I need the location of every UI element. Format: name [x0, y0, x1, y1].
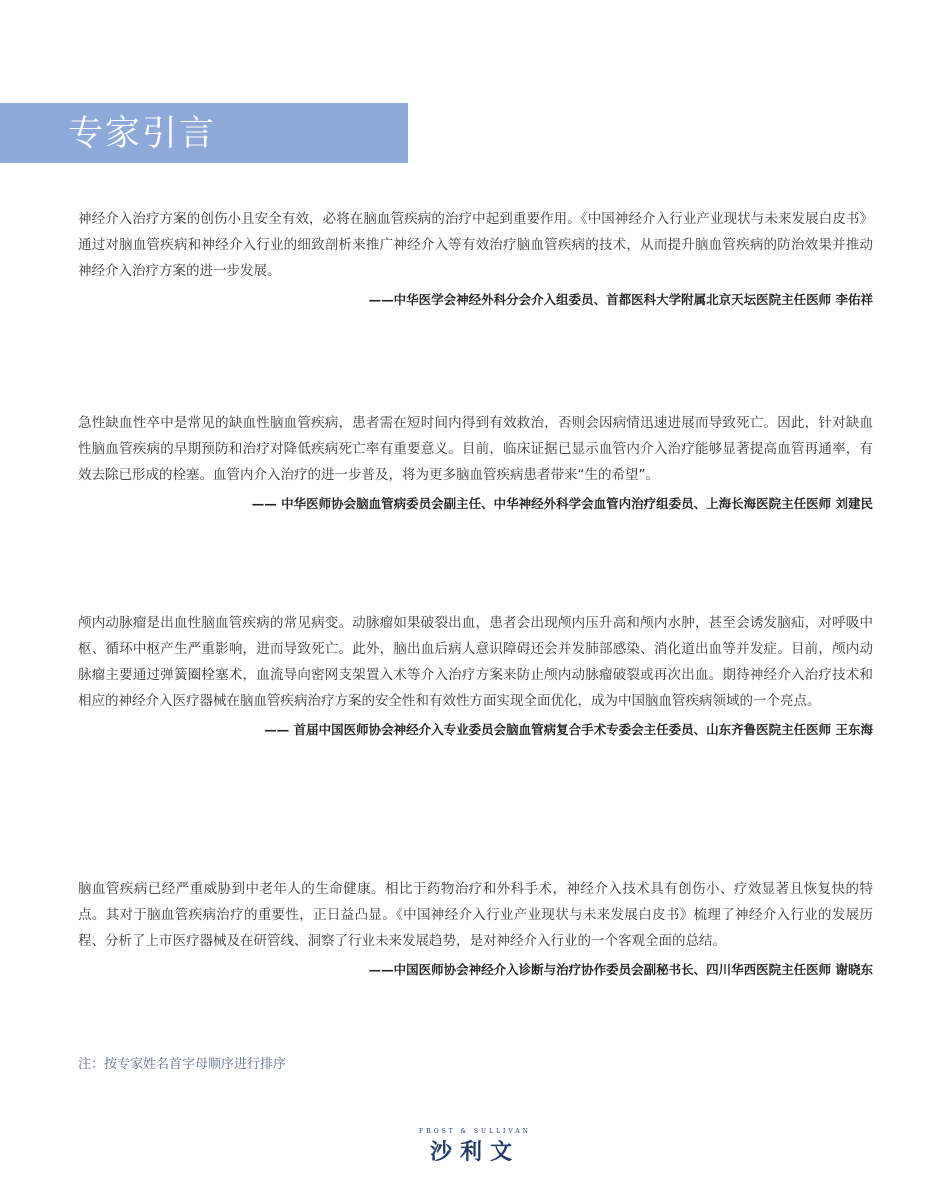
quote-text: 急性缺血性卒中是常见的缺血性脑血管疾病，患者需在短时间内得到有效救治，否则会因病情迅速进展而导致死亡。因此，针对缺血性脑血管疾病的早期预防和治疗对降低疾病死亡率有重要意义。目前，临床证据已显示血管内介入治疗能够显著提高血管再通率，有效去除已形成的栓塞。血管内介入治疗的进一步普及，将为更多脑血管疾病患者带来“生的希望”。: [78, 415, 873, 483]
frost-sullivan-logo: [0, 1128, 950, 1168]
quote-text: 脑血管疾病已经严重威胁到中老年人的生命健康。相比于药物治疗和外科手术，神经介入技术具有创伤小、疗效显著且恢复快的特点。其对于脑血管疾病治疗的重要性，正日益凸显。《中国神经介入行业产业现状与未来发展白皮书》梳理了神经介入行业的发展历程、分析了上市医疗器械及在研管线、洞察了行业未来发展趋势，是对神经介入行业的一个客观全面的总结。: [78, 881, 873, 949]
quote-block-1: [78, 206, 873, 310]
logo-english-text: FROST & SULLIVAN: [419, 1128, 531, 1135]
quote-attribution: —— 中华医师协会脑血管病委员会副主任、中华神经外科学会血管内治疗组委员、上海长海医院主任医师 刘建民: [251, 496, 873, 511]
quote-attribution: ——中华医学会神经外科分会介入组委员、首都医科大学附属北京天坛医院主任医师 李佑祥: [368, 292, 873, 307]
quote-attribution: —— 首届中国医师协会神经介入专业委员会脑血管病复合手术专委会主任委员、山东齐鲁医院主任医师 王东海: [264, 722, 873, 737]
sort-order-note: 注：按专家姓名首字母顺序进行排序: [78, 1057, 287, 1072]
quote-attribution: ——中国医师协会神经介入诊断与治疗协作委员会副秘书长、四川华西医院主任医师 谢晓东: [368, 962, 873, 977]
quote-text: 神经介入治疗方案的创伤小且安全有效，必将在脑血管疾病的治疗中起到重要作用。《中国神经介入行业产业现状与未来发展白皮书》通过对脑血管疾病和神经介入行业的细致剖析来推广神经介入等有效治疗脑血管疾病的技术，从而提升脑血管疾病的防治效果并推动神经介入治疗方案的进一步发展。: [78, 211, 873, 279]
quote-block-4: [78, 876, 873, 980]
quote-block-2: [78, 410, 873, 514]
section-title-banner: [0, 103, 408, 163]
section-title: 专家引言: [68, 114, 217, 154]
quote-block-3: [78, 610, 873, 740]
logo-chinese-text: 沙利文: [429, 1140, 520, 1165]
quote-text: 颅内动脉瘤是出血性脑血管疾病的常见病变。动脉瘤如果破裂出血，患者会出现颅内压升高和颅内水肿，甚至会诱发脑疝，对呼吸中枢、循环中枢产生严重影响，进而导致死亡。此外，脑出血后病人意识障碍还会并发肺部感染、消化道出血等并发症。目前，颅内动脉瘤主要通过弹簧圈栓塞术，血流导向密网支架置入术等介入治疗方案来防止颅内动脉瘤破裂或再次出血。期待神经介入治疗技术和相应的神经介入医疗器械在脑血管疾病治疗方案的安全性和有效性方面实现全面优化，成为中国脑血管疾病领域的一个亮点。: [78, 615, 873, 709]
